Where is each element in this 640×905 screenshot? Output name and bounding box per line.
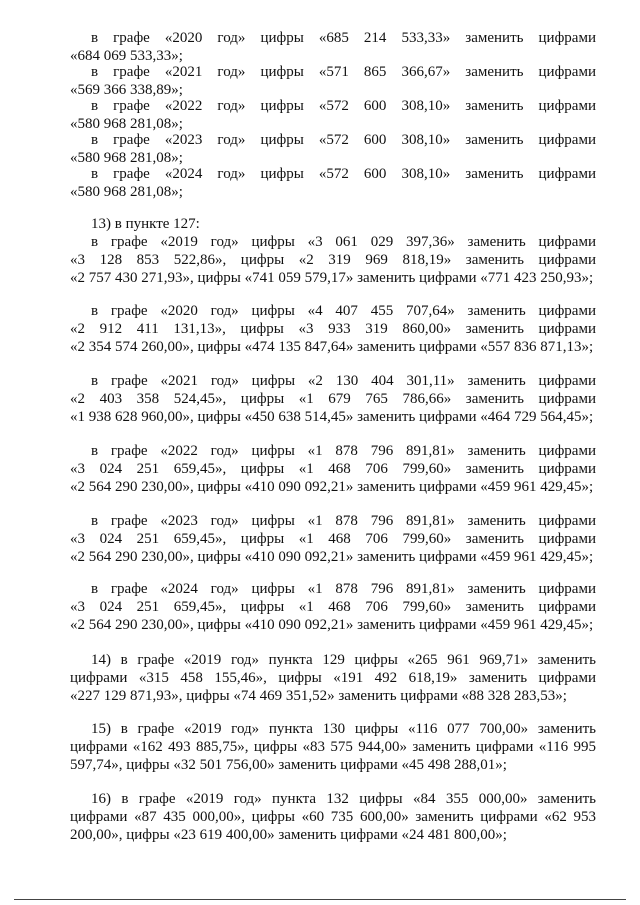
text-line: «580 968 281,08»;	[70, 184, 183, 200]
text-line: «2 912 411 131,13», цифры «3 933 319 860,00» заменить цифрами	[70, 321, 596, 337]
text-line: «2 564 290 230,00», цифры «410 090 092,21» заменить цифрами «459 961 429,45»;	[70, 549, 594, 565]
text-line: «2 354 574 260,00», цифры «474 135 847,64» заменить цифрами «557 836 871,13»;	[70, 339, 594, 355]
text-line: «569 366 338,89»;	[70, 82, 183, 98]
text-line: «580 968 281,08»;	[70, 116, 183, 132]
text-line: в графе «2024 год» цифры «572 600 308,10» заменить цифрами	[91, 166, 596, 182]
text-line: 16) в графе «2019 год» пункта 132 цифры «84 355 000,00» заменить	[91, 791, 596, 807]
text-line: «2 403 358 524,45», цифры «1 679 765 786,66» заменить цифрами	[70, 391, 596, 407]
text-line: 14) в графе «2019 год» пункта 129 цифры «265 961 969,71» заменить	[91, 652, 596, 668]
text-line: в графе «2019 год» цифры «3 061 029 397,36» заменить цифрами	[91, 234, 596, 250]
text-line: 200,00», цифры «23 619 400,00» заменить цифрами «24 481 800,00»;	[70, 827, 507, 843]
text-line: в графе «2021 год» цифры «2 130 404 301,11» заменить цифрами	[91, 373, 596, 389]
text-line: в графе «2022 год» цифры «1 878 796 891,81» заменить цифрами	[91, 443, 596, 459]
text-line: цифрами «87 435 000,00», цифры «60 735 600,00» заменить цифрами «62 953	[70, 809, 596, 825]
text-line: «3 024 251 659,45», цифры «1 468 706 799,60» заменить цифрами	[70, 599, 596, 615]
text-line: «3 128 853 522,86», цифры «2 319 969 818,19» заменить цифрами	[70, 252, 596, 268]
text-line: «580 968 281,08»;	[70, 150, 183, 166]
text-line: в графе «2021 год» цифры «571 865 366,67» заменить цифрами	[91, 64, 596, 80]
text-line: «2 564 290 230,00», цифры «410 090 092,21» заменить цифрами «459 961 429,45»;	[70, 617, 594, 633]
text-line: «2 757 430 271,93», цифры «741 059 579,17» заменить цифрами «771 423 250,93»;	[70, 270, 594, 286]
text-line: «684 069 533,33»;	[70, 48, 183, 64]
text-line: в графе «2020 год» цифры «685 214 533,33» заменить цифрами	[91, 30, 596, 46]
text-line: «1 938 628 960,00», цифры «450 638 514,45» заменить цифрами «464 729 564,45»;	[70, 409, 594, 425]
text-line: в графе «2024 год» цифры «1 878 796 891,81» заменить цифрами	[91, 581, 596, 597]
text-line: «227 129 871,93», цифры «74 469 351,52» заменить цифрами «88 328 283,53»;	[70, 688, 567, 704]
text-line: цифрами «315 458 155,46», цифры «191 492 618,19» заменить цифрами	[70, 670, 596, 686]
text-line: 15) в графе «2019 год» пункта 130 цифры «116 077 700,00» заменить	[91, 721, 596, 737]
text-line: в графе «2023 год» цифры «1 878 796 891,81» заменить цифрами	[91, 513, 596, 529]
text-line: цифрами «162 493 885,75», цифры «83 575 944,00» заменить цифрами «116 995	[70, 739, 596, 755]
text-line: в графе «2023 год» цифры «572 600 308,10» заменить цифрами	[91, 132, 596, 148]
text-line: «3 024 251 659,45», цифры «1 468 706 799,60» заменить цифрами	[70, 531, 596, 547]
item-heading: 13) в пункте 127:	[91, 216, 200, 232]
page-bottom-rule	[14, 899, 626, 900]
text-line: в графе «2022 год» цифры «572 600 308,10» заменить цифрами	[91, 98, 596, 114]
text-line: «3 024 251 659,45», цифры «1 468 706 799,60» заменить цифрами	[70, 461, 596, 477]
text-line: в графе «2020 год» цифры «4 407 455 707,64» заменить цифрами	[91, 303, 596, 319]
text-line: 597,74», цифры «32 501 756,00» заменить цифрами «45 498 288,01»;	[70, 757, 507, 773]
text-line: «2 564 290 230,00», цифры «410 090 092,21» заменить цифрами «459 961 429,45»;	[70, 479, 594, 495]
